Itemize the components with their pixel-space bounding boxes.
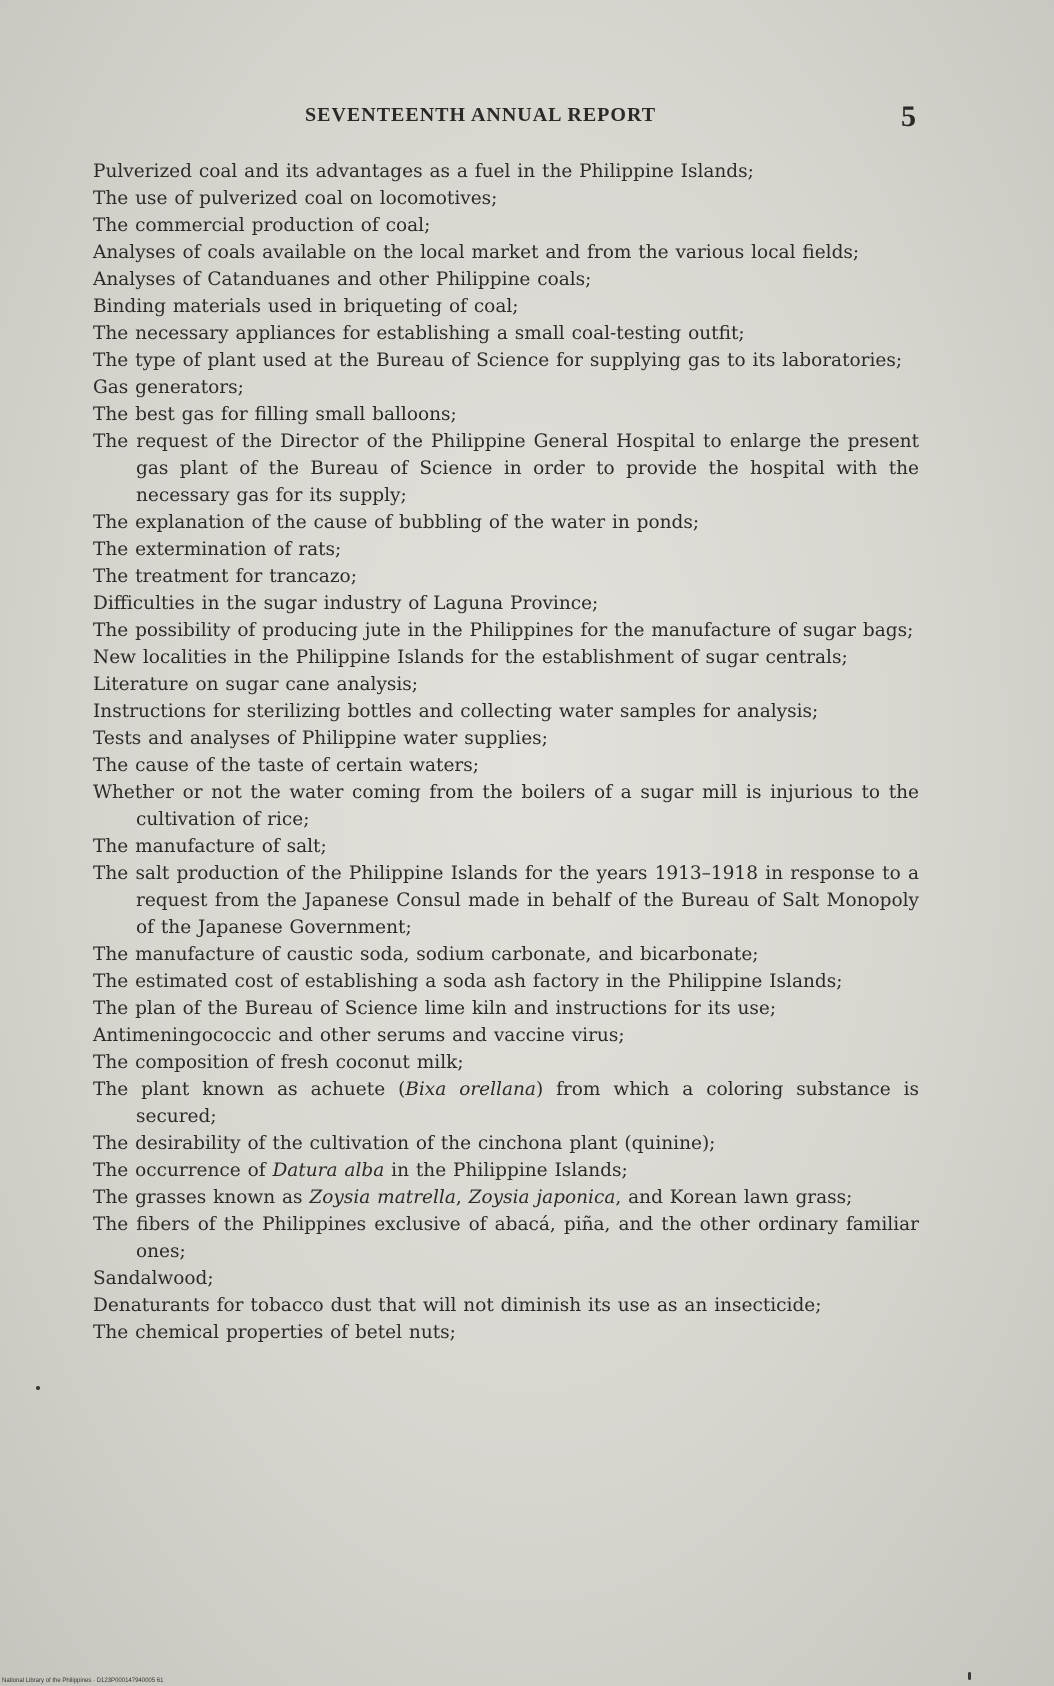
- list-item: The chemical properties of betel nuts;: [93, 1322, 456, 1343]
- species-name: Datura alba: [272, 1160, 385, 1181]
- list-item: The grasses known as Zoysia matrella, Zoysia japonica, and Korean lawn grass;: [93, 1187, 853, 1208]
- list-item: The cause of the taste of certain waters;: [93, 755, 479, 776]
- species-name: Zoysia japonica: [468, 1187, 616, 1208]
- list-item: The necessary appliances for establishing a small coal-testing outfit;: [93, 323, 745, 344]
- list-item: The commercial production of coal;: [93, 215, 431, 236]
- list-item: Sandalwood;: [93, 1268, 214, 1289]
- list-item: The use of pulverized coal on locomotives;: [93, 188, 498, 209]
- list-item: Denaturants for tobacco dust that will not diminish its use as an insecticide;: [93, 1295, 822, 1316]
- list-item: Tests and analyses of Philippine water supplies;: [93, 728, 548, 749]
- list-item: Whether or not the water coming from the boilers of a sugar mill is injurious to the cultivation of rice;: [93, 782, 919, 830]
- page-header: [0, 100, 1054, 140]
- list-item: Difficulties in the sugar industry of Laguna Province;: [93, 593, 599, 614]
- list-item: The best gas for filling small balloons;: [93, 404, 457, 425]
- species-name: Zoysia matrella: [309, 1187, 456, 1208]
- list-item: The salt production of the Philippine Islands for the years 1913–1918 in response to a request from the Japanese Consul made in behalf of the Bureau of Salt Monopoly of the Japanese Government;: [93, 863, 919, 938]
- list-item: The possibility of producing jute in the Philippines for the manufacture of sugar bags;: [93, 620, 914, 641]
- list-item: The manufacture of salt;: [93, 836, 327, 857]
- list-item: The extermination of rats;: [93, 539, 342, 560]
- list-item: The desirability of the cultivation of the cinchona plant (quinine);: [93, 1133, 716, 1154]
- list-item: Instructions for sterilizing bottles and collecting water samples for analysis;: [93, 701, 819, 722]
- list-item: The composition of fresh coconut milk;: [93, 1052, 464, 1073]
- list-item: Pulverized coal and its advantages as a fuel in the Philippine Islands;: [93, 161, 754, 182]
- list-item: Gas generators;: [93, 377, 244, 398]
- dust-speck: [36, 1386, 40, 1390]
- dust-speck: [968, 1672, 971, 1680]
- list-item: Binding materials used in briqueting of coal;: [93, 296, 519, 317]
- species-name: Bixa orellana: [405, 1079, 536, 1100]
- list-item: New localities in the Philippine Islands for the establishment of sugar centrals;: [93, 647, 848, 668]
- running-title: SEVENTEENTH ANNUAL REPORT: [305, 104, 657, 126]
- list-item: The manufacture of caustic soda, sodium carbonate, and bicarbonate;: [93, 944, 759, 965]
- topic-list: [93, 158, 919, 1346]
- list-item: Analyses of Catanduanes and other Philippine coals;: [93, 269, 592, 290]
- list-item: Literature on sugar cane analysis;: [93, 674, 419, 695]
- list-item: The plan of the Bureau of Science lime kiln and instructions for its use;: [93, 998, 777, 1019]
- list-item: The type of plant used at the Bureau of Science for supplying gas to its laboratories;: [93, 350, 903, 371]
- list-item: The request of the Director of the Philippine General Hospital to enlarge the present gas plant of the Bureau of Science in order to provide the hospital with the necessary gas for its supply;: [93, 431, 919, 506]
- list-item: The estimated cost of establishing a soda ash factory in the Philippine Islands;: [93, 971, 843, 992]
- list-item: The treatment for trancazo;: [93, 566, 357, 587]
- list-item: Antimeningococcic and other serums and vaccine virus;: [93, 1025, 625, 1046]
- list-item: The occurrence of Datura alba in the Philippine Islands;: [93, 1160, 628, 1181]
- list-item: The fibers of the Philippines exclusive of abacá, piña, and the other ordinary familiar ones;: [93, 1214, 919, 1262]
- page-number: 5: [901, 100, 916, 133]
- list-item: Analyses of coals available on the local market and from the various local fields;: [93, 242, 860, 263]
- scan-credit: National Library of the Philippines · D123P000147940005 61: [2, 1678, 164, 1684]
- list-item: The explanation of the cause of bubbling of the water in ponds;: [93, 512, 700, 533]
- list-item: The plant known as achuete (Bixa orellana) from which a coloring substance is secured;: [93, 1079, 919, 1127]
